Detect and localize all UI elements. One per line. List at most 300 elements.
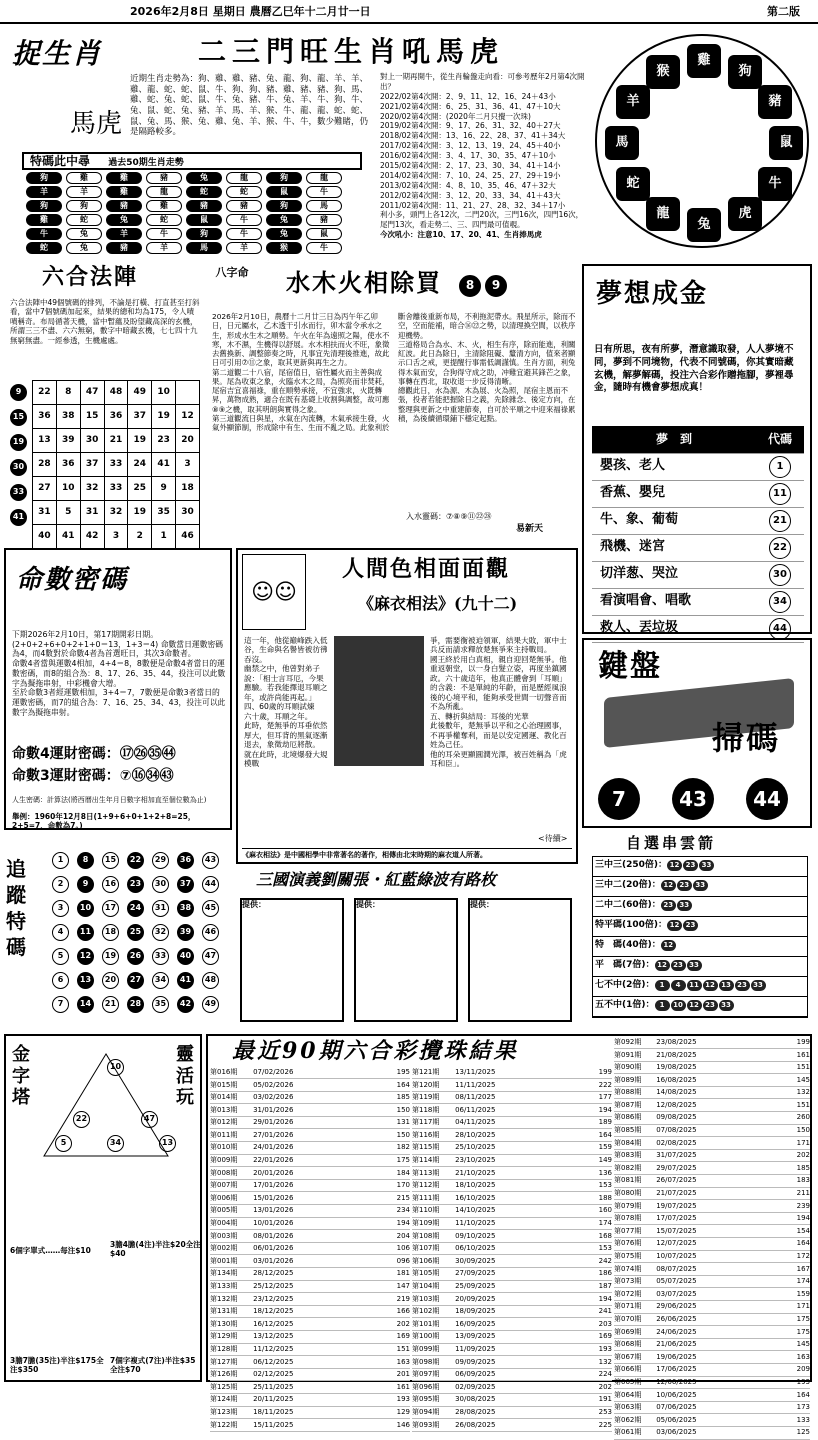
liuhe-num: 10 xyxy=(62,482,75,493)
cloud-num: 23 xyxy=(671,960,686,971)
result-value: 16/08/2025 xyxy=(656,1075,697,1084)
result-value: 第079期 xyxy=(614,1201,642,1210)
result-cell xyxy=(591,1293,612,1306)
chase-ball: 31 xyxy=(152,900,169,917)
liuhe-num: 30 xyxy=(85,434,99,445)
cloud-label: 特 碼(40倍)： xyxy=(595,940,661,950)
trend-cell: 雞 xyxy=(66,172,102,184)
result-value: 第015期 xyxy=(210,1080,238,1089)
keyboard-title-a: 鍵盤 xyxy=(598,649,662,684)
result-cell xyxy=(591,1142,612,1155)
result-cell xyxy=(455,1343,591,1356)
result-cell xyxy=(210,1129,253,1142)
result-value: 19/06/2025 xyxy=(656,1352,697,1361)
result-cell xyxy=(253,1079,389,1092)
chase-ball: 13 xyxy=(77,972,94,989)
pyramid-ball: 5 xyxy=(55,1135,72,1152)
result-value: 23/12/2025 xyxy=(253,1294,294,1303)
result-cell xyxy=(591,1419,612,1432)
result-cell xyxy=(253,1217,389,1230)
result-value: 164 xyxy=(796,1390,810,1399)
liuhe-num: 38 xyxy=(62,410,75,421)
result-cell xyxy=(789,1376,810,1389)
result-cell xyxy=(455,1205,591,1218)
liuhe-num: 23 xyxy=(157,434,170,445)
result-cell xyxy=(614,1099,656,1112)
result-value: 10/07/2025 xyxy=(656,1252,697,1261)
face-col-1: 這一年，他從巔峰跌入低谷，生命與名譽皆被彷彿吞沒。 幽禁之中，他曾對弟子說：「相士言耳厄，今果應驗。若我能擇退耳順之年，或許尚能再起。」 四、60歲的耳順試煉 六十歲，耳順之年。 此時，楚無爭的耳垂依然厚大，但耳背的黑氣逐漸退去，象徵劫厄將散。 就在此時，北境爆發大規模戰 xyxy=(244,636,328,769)
liuhe-num: 19 xyxy=(133,506,147,517)
result-value: 第104期 xyxy=(412,1282,440,1291)
result-cell xyxy=(614,1036,656,1049)
result-value: 第128期 xyxy=(210,1344,238,1353)
cloud-row xyxy=(593,877,807,897)
liuhe-num: 24 xyxy=(133,458,147,469)
result-cell xyxy=(789,1225,810,1238)
dream-cell xyxy=(592,588,748,615)
result-value: 26/08/2025 xyxy=(455,1420,496,1429)
cloud-num: 23 xyxy=(735,980,750,991)
chase-ball: 28 xyxy=(127,996,144,1013)
result-cell xyxy=(656,1338,789,1351)
liuhe-cell xyxy=(104,429,128,453)
liuhe-num: 41 xyxy=(157,458,170,469)
liuhe-cell xyxy=(80,429,104,453)
result-cell xyxy=(455,1419,591,1432)
password-note: 人生密碼：計算法(將西曆出生年月日數字相加直至個位數為止) xyxy=(12,796,207,804)
result-cell xyxy=(614,1200,656,1213)
result-cell xyxy=(389,1230,410,1243)
result-value: 30/09/2025 xyxy=(455,1256,496,1265)
result-value: 22/01/2026 xyxy=(253,1156,294,1165)
result-value: 26/07/2025 xyxy=(656,1176,697,1185)
trend-cell: 羊 xyxy=(146,242,182,254)
trend-cell: 羊 xyxy=(226,242,262,254)
result-cell xyxy=(210,1104,253,1117)
result-value: 第063期 xyxy=(614,1403,642,1412)
result-value: 02/09/2025 xyxy=(455,1382,496,1391)
result-cell xyxy=(656,1061,789,1074)
result-cell xyxy=(253,1293,389,1306)
trend-cell: 狗 xyxy=(26,200,62,212)
result-cell xyxy=(789,1175,810,1188)
result-value: 第121期 xyxy=(412,1067,440,1076)
dream-cell xyxy=(592,453,748,480)
result-cell xyxy=(591,1318,612,1331)
result-value: 222 xyxy=(598,1080,612,1089)
history-line: 2014/02第4次開：7、10、24、25、27、29＋19小 xyxy=(380,170,561,180)
result-cell xyxy=(455,1305,591,1318)
result-value: 241 xyxy=(598,1307,612,1316)
chase-ball: 46 xyxy=(202,924,219,941)
result-cell xyxy=(455,1104,591,1117)
liuhe-num: 8 xyxy=(65,386,72,397)
wheel-sign: 兔 xyxy=(687,208,721,242)
result-value: 第002期 xyxy=(210,1244,238,1253)
result-cell xyxy=(389,1330,410,1343)
result-value: 15/11/2025 xyxy=(253,1420,294,1429)
zodiac-title: 二三門旺生肖吼馬虎 xyxy=(198,35,505,68)
result-value: 第111期 xyxy=(412,1193,440,1202)
result-cell xyxy=(614,1338,656,1351)
result-value: 129 xyxy=(396,1407,410,1416)
result-cell xyxy=(412,1142,455,1155)
result-cell xyxy=(412,1079,455,1092)
result-cell xyxy=(210,1142,253,1155)
liuhe-num: 37 xyxy=(85,458,99,469)
result-value: 096 xyxy=(396,1256,410,1265)
result-cell xyxy=(614,1326,656,1339)
result-cell xyxy=(253,1356,389,1369)
result-cell xyxy=(210,1381,253,1394)
dream-code: 34 xyxy=(769,591,791,613)
result-cell xyxy=(389,1192,410,1205)
result-value: 12/07/2025 xyxy=(656,1239,697,1248)
result-cell xyxy=(210,1280,253,1293)
result-cell xyxy=(614,1376,656,1389)
result-value: 第098期 xyxy=(412,1357,440,1366)
result-cell xyxy=(412,1280,455,1293)
result-value: 第091期 xyxy=(614,1050,642,1059)
result-cell xyxy=(591,1268,612,1281)
result-cell xyxy=(412,1293,455,1306)
result-cell xyxy=(789,1112,810,1125)
result-cell xyxy=(591,1179,612,1192)
result-cell xyxy=(412,1305,455,1318)
result-cell xyxy=(614,1389,656,1402)
result-value: 09/10/2025 xyxy=(455,1231,496,1240)
result-value: 147 xyxy=(396,1282,410,1291)
result-cell xyxy=(210,1305,253,1318)
result-value: 13/09/2025 xyxy=(455,1332,496,1341)
cloud-num: 13 xyxy=(719,980,734,991)
history-line: 2012/02第4次開：3、12、20、33、34、41＋43大 xyxy=(380,190,561,200)
result-value: 164 xyxy=(396,1080,410,1089)
result-value: 第065期 xyxy=(614,1377,642,1386)
result-value: 239 xyxy=(796,1201,810,1210)
result-value: 第119期 xyxy=(412,1093,440,1102)
history-line: 2022/02第4次開：2、9、11、12、16、24＋43小 xyxy=(380,91,556,101)
dream-code: 44 xyxy=(769,618,791,640)
trend-cell: 豬 xyxy=(106,200,142,212)
result-value: 第013期 xyxy=(210,1105,238,1114)
article-author: 易新天 xyxy=(516,524,544,534)
cloud-num: 12 xyxy=(667,860,682,871)
result-cell xyxy=(789,1363,810,1376)
dream-cell xyxy=(748,507,804,534)
result-value: 第005期 xyxy=(210,1206,238,1215)
liuhe-grid xyxy=(32,380,200,549)
result-cell xyxy=(455,1293,591,1306)
liuhe-num: 19 xyxy=(133,434,147,445)
result-value: 第071期 xyxy=(614,1302,642,1311)
chase-ball: 15 xyxy=(102,852,119,869)
cloud-num: 23 xyxy=(683,920,698,931)
cloud-num: 33 xyxy=(751,980,766,991)
trend-cell: 牛 xyxy=(306,242,342,254)
result-cell xyxy=(656,1351,789,1364)
trend-cell: 蛇 xyxy=(226,186,262,198)
dream-table xyxy=(592,426,804,643)
liuhe-cell xyxy=(104,477,128,501)
cloud-section xyxy=(582,832,812,1028)
pyramid-title-b: 靈活玩 xyxy=(176,1044,196,1109)
pyramid-ball: 22 xyxy=(73,1111,90,1128)
result-cell xyxy=(455,1116,591,1129)
result-value: 194 xyxy=(598,1294,612,1303)
trend-row xyxy=(24,172,362,186)
result-cell xyxy=(591,1129,612,1142)
result-value: 第074期 xyxy=(614,1264,642,1273)
result-cell xyxy=(591,1255,612,1268)
result-cell xyxy=(614,1225,656,1238)
face-footer: 《麻衣相法》是中國相學中非常著名的著作，相傳由北宋時期的麻衣道人所著。 xyxy=(242,848,572,860)
result-cell xyxy=(389,1381,410,1394)
result-cell xyxy=(455,1217,591,1230)
result-value: 195 xyxy=(396,1067,410,1076)
chase-ball: 23 xyxy=(127,876,144,893)
liuhe-num: 37 xyxy=(133,410,147,421)
result-value: 145 xyxy=(796,1340,810,1349)
result-value: 164 xyxy=(598,1130,612,1139)
result-value: 08/01/2026 xyxy=(253,1231,294,1240)
dream-section xyxy=(582,264,812,634)
result-cell xyxy=(455,1255,591,1268)
result-cell xyxy=(389,1079,410,1092)
zodiac-trend-text: 近期生肖走勢為：狗、雞、雞、豬、兔、龍、狗、龍、羊、羊、雞、龍、蛇、蛇、鼠、牛、狗、狗、豬、雞、豬、豬、狗、馬、雞、蛇、兔、蛇、鼠、牛、兔、豬、牛、兔、羊、牛、狗、牛、兔、鼠、蛇、兔、豬、羊、馬、羊、猴、牛、龍、龍、蛇、蛇、鼠、兔、馬、猴、兔、雞、兔、羊、猴、牛、牛，數少難睹，仍是隔路較多。 xyxy=(130,74,369,138)
result-value: 174 xyxy=(796,1277,810,1286)
article-picks: 入水靈碼：⑦⑧⑨⑪㉒㉘ xyxy=(406,512,492,521)
trend-cell: 兔 xyxy=(266,228,302,240)
result-cell xyxy=(412,1179,455,1192)
zodiac-hint: 馬虎 xyxy=(70,109,123,139)
result-value: 161 xyxy=(796,1050,810,1059)
chase-grid xyxy=(48,850,232,1018)
liuhe-cell xyxy=(128,429,152,453)
result-cell xyxy=(591,1066,612,1079)
result-value: 第061期 xyxy=(614,1428,642,1437)
result-value: 03/01/2026 xyxy=(253,1256,294,1265)
dream-cell xyxy=(748,534,804,561)
result-cell xyxy=(614,1288,656,1301)
result-cell xyxy=(389,1179,410,1192)
cloud-row xyxy=(593,937,807,957)
result-cell xyxy=(253,1343,389,1356)
result-cell xyxy=(412,1393,455,1406)
liuhe-num: 33 xyxy=(109,458,123,469)
liuhe-cell xyxy=(33,405,57,429)
result-cell xyxy=(210,1116,253,1129)
article-col-1: 2026年2月10日，農曆十二月廿三日為丙午年乙卯日，日元屬水，乙木透干引水而行，卯木當令承水之生，形成水生木之順勢。午火在年為遠照之陽，使水不寒，木不濕，生機得以舒展。水木相扶而火不旺，象徵去舊換新、調整節奏之時，凡事宜先清理後推進，故此日可引用⑦⑪之象，取其更新與再生之力。 第二道觀二十八宿，尾宿值日，宿性屬火而主善與成果。尾為收東之象，火臨水木之局，為照亮而非焚耗，尾宿吉宜喜福祿，重在順勢承接，不宜強求，火既轉昇，萬物成熟，適合在既有基礎上收割與調整，故可應⑧⑨之機，取其明朗與實得之象。 第三道觀流日與星，水氣在內流轉，木氣承接生發，火氣外顯節制，形成除中有生、生而不亂之局。此象利於 xyxy=(212,312,390,432)
dream-code: 21 xyxy=(769,510,791,532)
result-cell xyxy=(412,1167,455,1180)
chase-ball: 1 xyxy=(52,852,69,869)
liuhe-cell xyxy=(104,525,128,549)
result-value: 第103期 xyxy=(412,1294,440,1303)
result-cell xyxy=(210,1179,253,1192)
result-cell xyxy=(591,1343,612,1356)
result-cell xyxy=(656,1112,789,1125)
face-cont: <待續> xyxy=(538,834,568,843)
result-value: 20/11/2025 xyxy=(253,1395,294,1404)
password-line-3: 命數3運財密碼：⑦⑯㉞㊸ xyxy=(12,768,174,784)
result-value: 第107期 xyxy=(412,1244,440,1253)
result-cell xyxy=(656,1376,789,1389)
wheel-sign: 龍 xyxy=(646,197,680,231)
result-value: 第068期 xyxy=(614,1340,642,1349)
chase-ball: 37 xyxy=(177,876,194,893)
chase-ball: 27 xyxy=(127,972,144,989)
result-value: 09/09/2025 xyxy=(455,1357,496,1366)
face-col-2: 爭，需要衡被迫領軍，結果大敗，軍中士兵反而請求釋放楚無爭來主持戰局。 國王終於用白真相，親自迎回楚無爭。他重返朝堂，以一身白髮立姿，再度坐鎮國政。六十歲這年，他真正體會到「耳順」的含義：不是單純的年齡，而是歷經風浪後的心境平和，能夠承受世間一切聲音而不為所亂。 五、轉折與結局：耳後的光華 此後數年，楚無爭以平和之心治理國事，不再爭權奪利，而是以安定國運、教化百姓為己任。 他的耳朵更顯圓潤光澤，被百姓稱為「虎耳和臣」。 xyxy=(430,636,567,769)
liuhe-num: 39 xyxy=(62,434,75,445)
result-value: 26/06/2025 xyxy=(656,1314,697,1323)
liuhe-cell xyxy=(104,501,128,525)
result-value: 166 xyxy=(396,1307,410,1316)
result-cell xyxy=(656,1200,789,1213)
result-value: 153 xyxy=(598,1181,612,1190)
result-cell xyxy=(789,1338,810,1351)
sanguo-section xyxy=(236,868,578,1026)
dream-item: 切洋葱、哭泣 xyxy=(600,566,679,582)
password-section xyxy=(4,548,232,830)
result-value: 184 xyxy=(396,1168,410,1177)
result-value: 187 xyxy=(598,1282,612,1291)
chase-ball: 43 xyxy=(202,852,219,869)
result-cell xyxy=(789,1263,810,1276)
article-title: 水木火相除買 xyxy=(286,268,442,297)
result-cell xyxy=(591,1091,612,1104)
chase-ball: 32 xyxy=(152,924,169,941)
password-example: 舉例：1960年12月8日(1+9+6+0+1+2+8=25，2+5=7，命數為7。) xyxy=(12,812,196,831)
cloud-num: 12 xyxy=(687,1000,702,1011)
result-cell xyxy=(253,1406,389,1419)
article-num-1: 8 xyxy=(459,275,481,297)
result-cell xyxy=(455,1066,591,1079)
result-value: 07/06/2025 xyxy=(656,1403,697,1412)
pyramid-bet-4: 7個字複式(7注)半注$35全注$70 xyxy=(110,1356,196,1375)
result-value: 第108期 xyxy=(412,1231,440,1240)
result-cell xyxy=(614,1238,656,1251)
trend-cell: 羊 xyxy=(26,186,62,198)
cloud-label: 五不中(1倍)： xyxy=(595,1000,655,1010)
wheel-sign: 牛 xyxy=(758,167,792,201)
result-value: 18/10/2025 xyxy=(455,1181,496,1190)
result-cell xyxy=(789,1414,810,1427)
result-value: 第101期 xyxy=(412,1319,440,1328)
liuhe-num: 40 xyxy=(38,530,51,541)
cloud-num: 12 xyxy=(661,880,676,891)
dream-code: 30 xyxy=(769,564,791,586)
result-value: 03/06/2025 xyxy=(656,1428,697,1437)
trend-cell: 牛 xyxy=(306,186,342,198)
chase-row xyxy=(48,970,232,994)
result-value: 154 xyxy=(796,1226,810,1235)
result-cell xyxy=(789,1313,810,1326)
result-value: 14/10/2025 xyxy=(455,1206,496,1215)
cloud-label: 平 碼(7倍)： xyxy=(595,960,655,970)
result-cell xyxy=(656,1263,789,1276)
liuhe-cell xyxy=(176,381,200,405)
result-value: 第102期 xyxy=(412,1307,440,1316)
result-value: 188 xyxy=(598,1193,612,1202)
result-value: 第001期 xyxy=(210,1256,238,1265)
chase-ball: 21 xyxy=(102,996,119,1013)
face-section xyxy=(236,548,578,864)
liuhe-num: 41 xyxy=(62,530,75,541)
result-cell xyxy=(412,1230,455,1243)
liuhe-cell xyxy=(128,453,152,477)
result-cell xyxy=(591,1167,612,1180)
liuhe-num: 36 xyxy=(62,458,75,469)
trend-cell: 兔 xyxy=(106,214,142,226)
result-cell xyxy=(789,1426,810,1439)
dream-title: 夢想成金 xyxy=(596,279,709,309)
cloud-num: 1 xyxy=(655,1000,670,1011)
chase-ball: 33 xyxy=(152,948,169,965)
result-value: 第077期 xyxy=(614,1226,642,1235)
liuhe-cell xyxy=(33,525,57,549)
result-value: 04/11/2025 xyxy=(455,1118,496,1127)
history-line: 2016/02第4次開：3、4、17、30、35、47＋10小 xyxy=(380,151,556,161)
result-value: 146 xyxy=(396,1420,410,1429)
chase-title: 追蹤特碼 xyxy=(6,857,28,959)
liuhe-num: 28 xyxy=(38,458,51,469)
result-cell xyxy=(412,1217,455,1230)
result-value: 13/01/2026 xyxy=(253,1206,294,1215)
sanguo-panel-2 xyxy=(354,898,458,1022)
chase-ball: 5 xyxy=(52,948,69,965)
result-cell xyxy=(591,1116,612,1129)
result-value: 242 xyxy=(598,1256,612,1265)
result-value: 23/08/2025 xyxy=(656,1037,697,1046)
special-sub: 過去50期生肖走勢 xyxy=(108,158,184,168)
result-value: 第016期 xyxy=(210,1067,238,1076)
result-value: 第115期 xyxy=(412,1143,440,1152)
result-cell xyxy=(656,1225,789,1238)
trend-cell: 猴 xyxy=(266,242,302,254)
result-cell xyxy=(789,1099,810,1112)
result-value: 第003期 xyxy=(210,1231,238,1240)
result-value: 202 xyxy=(396,1319,410,1328)
result-value: 163 xyxy=(396,1357,410,1366)
result-cell xyxy=(412,1066,455,1079)
dream-cell xyxy=(592,507,748,534)
result-cell xyxy=(389,1142,410,1155)
wheel-sign: 蛇 xyxy=(616,167,650,201)
liuhe-num: 15 xyxy=(85,410,99,421)
result-cell xyxy=(253,1192,389,1205)
result-cell xyxy=(789,1389,810,1402)
result-cell xyxy=(455,1091,591,1104)
trend-row xyxy=(24,228,362,242)
result-cell xyxy=(614,1112,656,1125)
history-block xyxy=(380,72,590,240)
liuhe-title: 六合法陣 xyxy=(42,264,139,290)
dream-cell xyxy=(748,561,804,588)
result-value: 第130期 xyxy=(210,1319,238,1328)
liuhe-cell xyxy=(104,453,128,477)
result-value: 224 xyxy=(598,1370,612,1379)
result-value: 151 xyxy=(796,1063,810,1072)
result-cell xyxy=(253,1268,389,1281)
chase-ball: 8 xyxy=(77,852,94,869)
chase-ball: 11 xyxy=(77,924,94,941)
result-cell xyxy=(656,1086,789,1099)
result-value: 11/12/2025 xyxy=(253,1344,294,1353)
result-cell xyxy=(253,1116,389,1129)
liuhe-num: 32 xyxy=(85,482,99,493)
